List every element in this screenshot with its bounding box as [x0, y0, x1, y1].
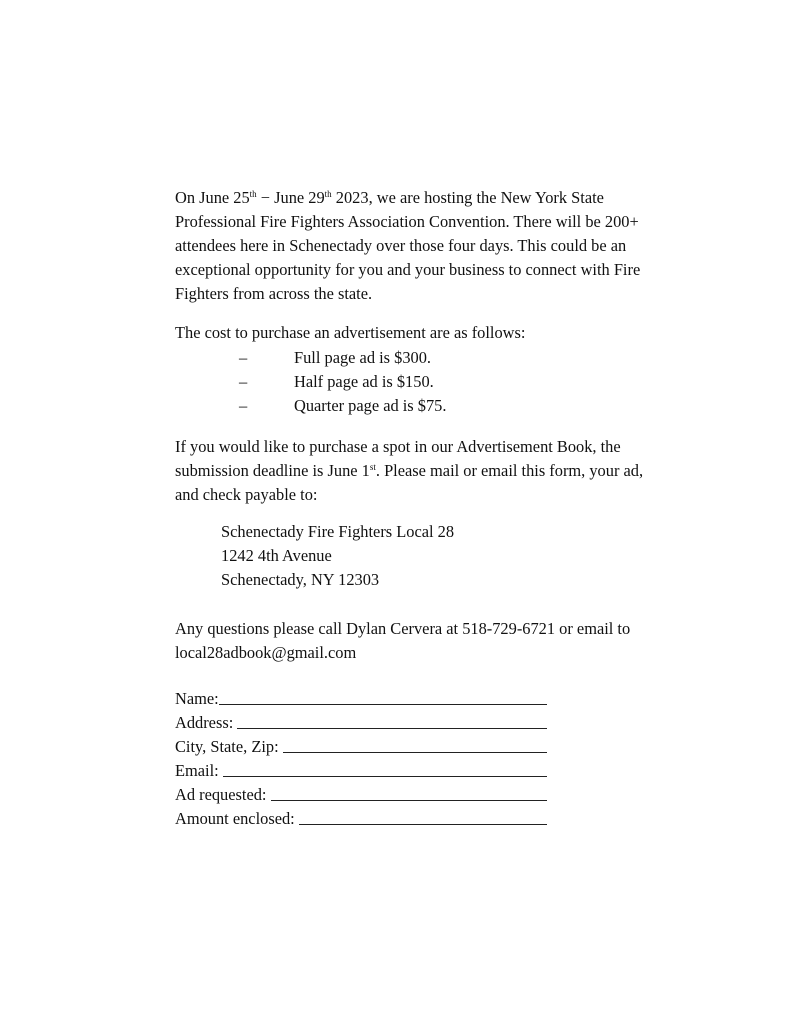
email-field[interactable]	[223, 776, 547, 777]
intro-line-2: Professional Fire Fighters Association Convention. There will be 200+	[175, 212, 639, 231]
pricing-item-text: Full page ad is $300.	[294, 348, 432, 367]
dash-bullet-icon: –	[239, 348, 248, 367]
intro-paragraph	[175, 186, 715, 306]
email-label: Email:	[175, 761, 219, 780]
ordinal-suffix: th	[249, 189, 257, 199]
name-field[interactable]	[219, 704, 547, 705]
address-label: Address:	[175, 713, 234, 732]
submission-line-1: If you would like to purchase a spot in our Advertisement Book, the	[175, 437, 621, 456]
order-form	[175, 687, 547, 831]
form-row-city-state-zip	[175, 735, 547, 759]
intro-line-1-rest: 2023, we are hosting the New York State	[331, 188, 604, 207]
form-row-address	[175, 711, 547, 735]
submission-line-2	[175, 459, 715, 483]
ad-requested-label: Ad requested:	[175, 785, 267, 804]
intro-date-end: − June 29	[256, 188, 325, 207]
contact-email[interactable]: local28adbook@gmail.com	[175, 643, 357, 662]
amount-enclosed-label: Amount enclosed:	[175, 809, 295, 828]
submission-paragraph	[175, 435, 715, 507]
deadline-text: submission deadline is June 1	[175, 461, 370, 480]
submission-line-2-rest: . Please mail or email this form, your ad,	[375, 461, 644, 480]
contact-line-1: Any questions please call Dylan Cervera at 518-729-6721 or email to	[175, 619, 631, 638]
submission-line-3: and check payable to:	[175, 485, 318, 504]
intro-line-5: Fighters from across the state.	[175, 284, 373, 303]
city-state-zip-label: City, State, Zip:	[175, 737, 279, 756]
dash-bullet-icon: –	[239, 372, 248, 391]
intro-date-start: On June 25	[175, 188, 250, 207]
pricing-item-text: Quarter page ad is $75.	[294, 396, 447, 415]
mailing-address	[221, 520, 454, 592]
ordinal-suffix: th	[324, 189, 332, 199]
ad-requested-field[interactable]	[271, 800, 548, 801]
pricing-heading: The cost to purchase an advertisement are as follows:	[175, 323, 526, 342]
form-row-email	[175, 759, 547, 783]
form-row-amount-enclosed	[175, 807, 547, 831]
address-field[interactable]	[237, 728, 547, 729]
pricing-item-text: Half page ad is $150.	[294, 372, 434, 391]
intro-line-1	[175, 186, 715, 210]
name-label: Name:	[175, 689, 219, 708]
city-state-zip-field[interactable]	[283, 752, 547, 753]
address-city-state-zip: Schenectady, NY 12303	[221, 570, 380, 589]
ordinal-suffix: st	[369, 462, 376, 472]
intro-line-3: attendees here in Schenectady over those four days. This could be an	[175, 236, 627, 255]
form-row-ad-requested	[175, 783, 547, 807]
form-row-name	[175, 687, 547, 711]
address-street: 1242 4th Avenue	[221, 546, 332, 565]
contact-paragraph	[175, 617, 715, 665]
dash-bullet-icon: –	[239, 396, 248, 415]
amount-enclosed-field[interactable]	[299, 824, 547, 825]
intro-line-4: exceptional opportunity for you and your business to connect with Fire	[175, 260, 641, 279]
address-recipient: Schenectady Fire Fighters Local 28	[221, 522, 455, 541]
